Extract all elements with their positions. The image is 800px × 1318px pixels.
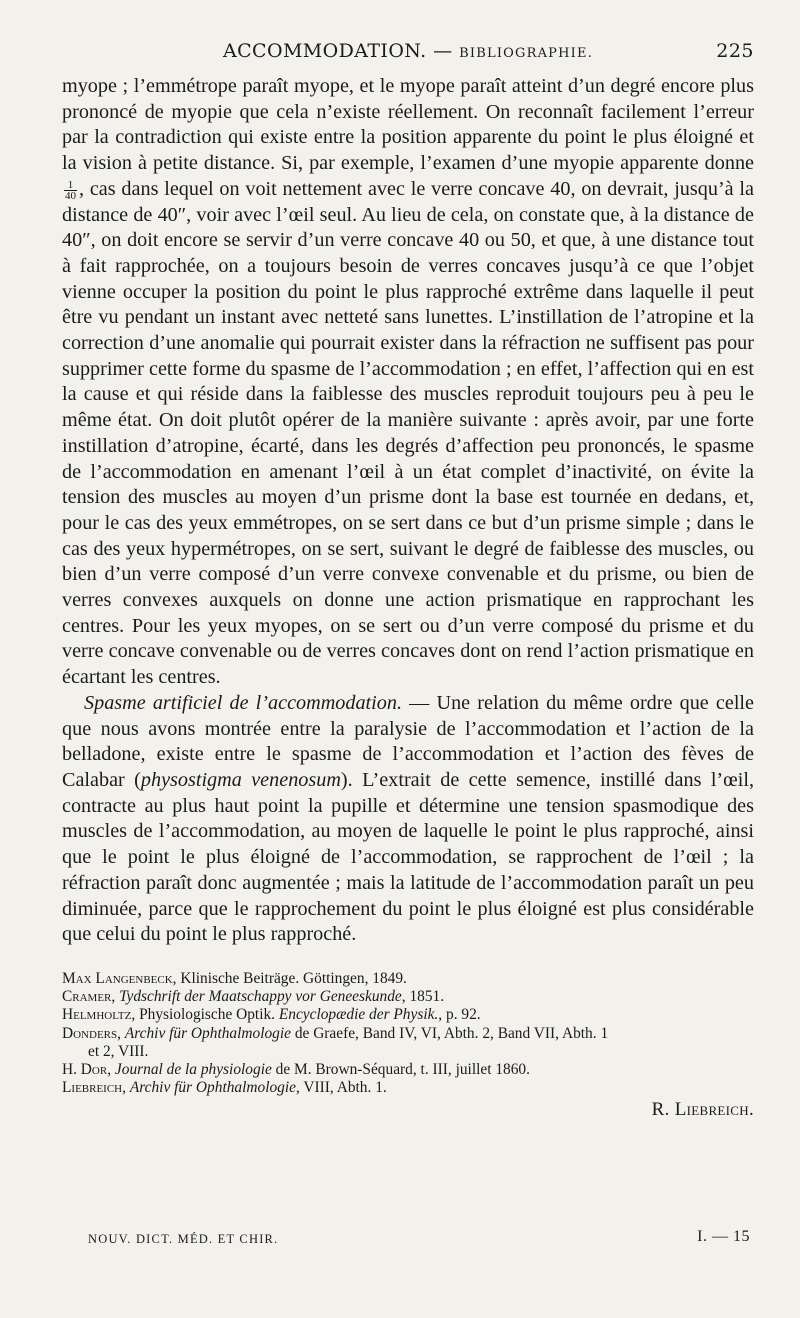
fraction-denominator: 40	[65, 189, 76, 202]
reference-item	[62, 970, 754, 988]
section-heading-dash: —	[402, 691, 437, 714]
paragraph-artificial-spasm	[62, 691, 754, 948]
reference-author: Helmholtz	[62, 1006, 132, 1024]
reference-text: , Physiologische Optik.	[131, 1006, 279, 1024]
reference-author: Liebreich	[62, 1079, 123, 1097]
running-head-title: ACCOMMODATION.	[222, 40, 427, 62]
reference-title: Archiv für Ophthalmologie	[129, 1079, 296, 1097]
paragraph-1-part-b: , cas dans lequel on voit nettement avec le verre concave 40, on devrait, jusqu’à la distance de 40″, voir avec l’œil seul. Au lieu de cela, on constate que, à la distance de 40″, on doit encore se servir d’un verre concave 40 ou 50, et que, à une distance tout à fait rapprochée, on a toujours besoin de verres concaves jusqu’à ce que l’objet vienne occuper la position du point le plus rapproché extrême dans laquelle il peut être vu pendant un instant avec netteté sans lunettes. L’instillation de l’atropine et la correction d’une anomalie qui pourrait exister dans la réfraction ne suffisent pas pour supprimer cette forme du spasme de l’accommodation ; en effet, l’affection qui en est la cause et qui réside dans la faiblesse des muscles reproduit toujours peu à peu le même état. On doit plutôt opérer de la manière suivante : après avoir, par une forte instillation d’atropine, écarté, dans les degrés d’affection peu prononcés, le spasme de l’accommodation en amenant l’œil à un état complet d’inactivité, on évite la tension des muscles au moyen d’un prisme dont la base est tournée en dedans, et, pour le cas des yeux emmétropes, on se sert dans ce but d’un prisme simple ; dans le cas des yeux hypermétropes, on se sert, suivant le degré de faiblesse des muscles, ou bien d’un verre composé d’un verre convexe convenable et du prisme, ou bien de verres convexes auxquels on donne une action prismatique en rapprochant les centres. Pour les yeux myopes, on se sert ou d’un verre composé du prisme et du verre concave convenable ou de verres concaves dont on rend l’action prismatique en écartant les centres.	[62, 177, 754, 689]
running-head-subtitle: BIBLIOGRAPHIE.	[459, 46, 594, 61]
reference-item	[62, 1061, 754, 1079]
running-head	[62, 40, 754, 74]
reference-title: Encyclopædie der Physik.	[278, 1006, 439, 1024]
reference-text: , p. 92.	[438, 1006, 481, 1024]
paragraph-2-part-b: ). L’extrait de cette semence, instillé dans l’œil, contracte au plus haut point la pupille et détermine une tension spasmodique des muscles de l’accommodation, au moyen de laquelle le point le plus rapproché, ainsi que le point le plus éloigné de l’accommodation, se rapprochent de l’œil ; la réfraction paraît donc augmentée ; mais la latitude de l’accommodation paraît un peu diminuée, parce que le rapprochement du point le plus éloigné est plus considérable que celui du point le plus rapproché.	[62, 768, 755, 946]
reference-text: de M. Brown-Séquard, t. III, juillet 1860.	[271, 1060, 530, 1078]
reference-text: , 1851.	[401, 988, 445, 1006]
spacer	[62, 948, 754, 964]
reference-author: H. Dor	[62, 1060, 108, 1078]
reference-item	[62, 1006, 754, 1024]
reference-separator: ,	[111, 988, 120, 1006]
section-heading-italic: Spasme artificiel de l’accommodation.	[84, 691, 403, 714]
reference-author: Cramer	[62, 988, 112, 1006]
reference-text: de Graefe, Band IV, VI, Abth. 2, Band VII, Abth. 1	[290, 1024, 609, 1042]
reference-separator: ,	[107, 1060, 115, 1078]
paragraph-2-part-a: Une relation du même ordre que celle que nous avons montrée entre la paralysie de l’accommodation et l’action de la belladone, existe entre le spasme de l’accommodation et l’action des fèves de Calabar (	[62, 691, 754, 791]
paragraph-2-italic-term: physostigma venenosum	[140, 768, 341, 791]
reference-continuation: et 2, VIII.	[88, 1042, 149, 1060]
body-text	[62, 74, 754, 948]
page-footer	[88, 1228, 750, 1247]
page-number: 225	[716, 40, 754, 62]
paragraph-1-part-a: myope ; l’emmétrope paraît myope, et le myope paraît atteint d’un degré encore plus prononcé de myopie que cela n’existe réellement. On reconnaît facilement l’erreur par la contradiction qui existe entre la position apparente du point le plus éloigné et la vision à petite distance. Si, par exemple, l’examen d’une myopie apparente donne	[62, 75, 754, 175]
reference-text: , Klinische Beiträge. Göttingen, 1849.	[172, 969, 407, 987]
reference-item	[62, 1025, 754, 1061]
running-head-dash: —	[433, 40, 453, 62]
fraction	[64, 180, 77, 201]
reference-author: Max Langenbeck	[62, 969, 173, 987]
paragraph-continuation	[62, 74, 754, 691]
reference-item	[62, 988, 754, 1006]
fraction-numerator: 1	[64, 180, 77, 191]
bibliography	[62, 970, 754, 1097]
reference-author: Donders	[62, 1024, 118, 1042]
footer-signature-mark: NOUV. DICT. MÉD. ET CHIR.	[88, 1232, 279, 1246]
reference-item	[62, 1079, 754, 1097]
reference-text: , VIII, Abth. 1.	[295, 1079, 387, 1097]
author-signature: R. Liebreich.	[651, 1099, 754, 1121]
reference-title: Tydschrift der Maatschappy vor Geneeskunde	[119, 988, 402, 1006]
reference-separator: ,	[122, 1079, 130, 1097]
reference-title: Journal de la physiologie	[114, 1060, 272, 1078]
reference-title: Archiv für Ophthalmologie	[124, 1024, 291, 1042]
footer-volume-sheet: I. — 15	[697, 1228, 750, 1245]
reference-separator: ,	[117, 1024, 125, 1042]
